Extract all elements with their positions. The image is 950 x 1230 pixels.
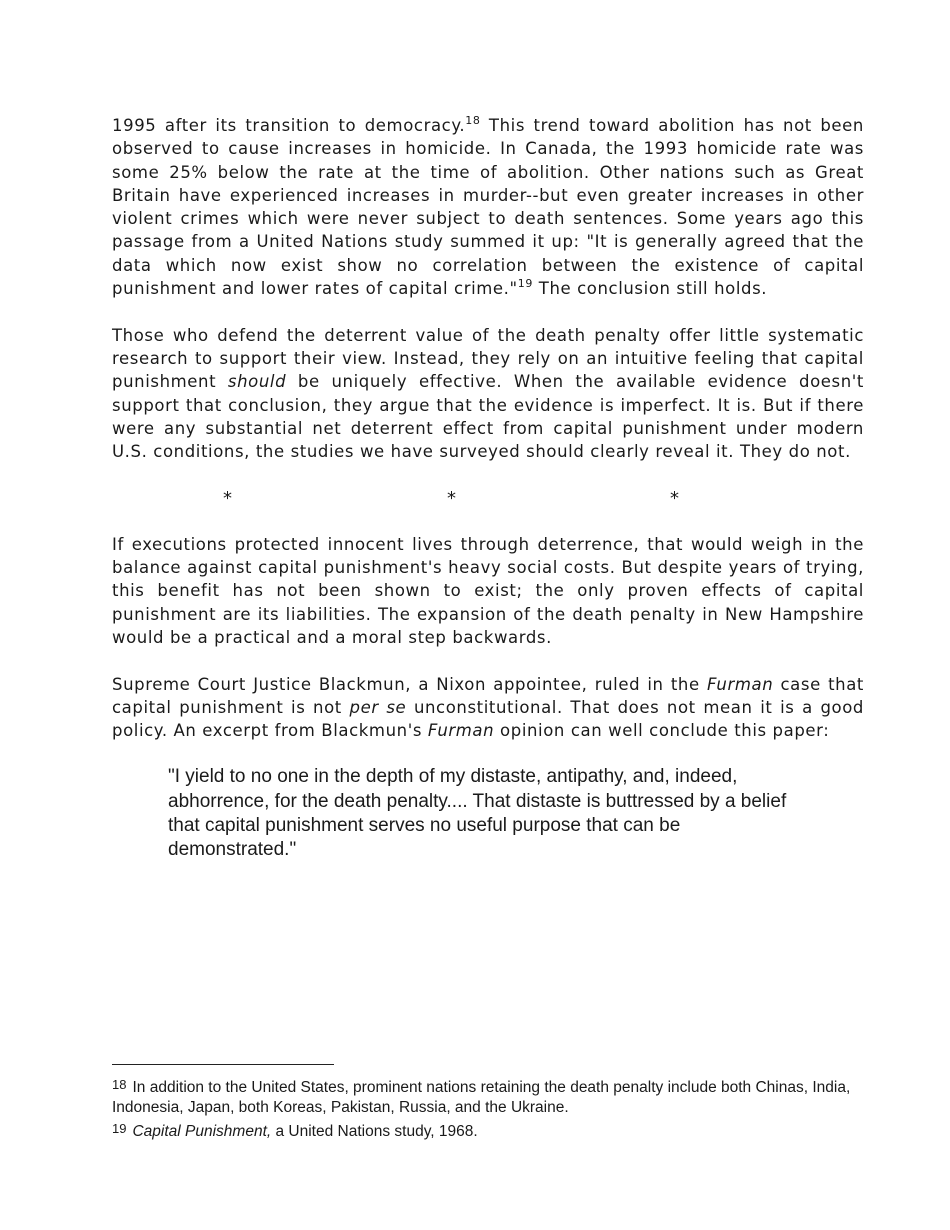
footnote-ref-19[interactable]: 19 [517,277,533,291]
emphasis-per-se: per se [349,697,407,717]
separator-star: * [447,488,456,510]
blackmun-quote: "I yield to no one in the depth of my distaste, antipathy, and, indeed, abhorrence, for the death penalty.... That distaste is buttressed by a belief that capital punishment serves no useful purpose that can be demonstrated." [168,766,787,861]
text-run: Supreme Court Justice Blackmun, a Nixon appointee, ruled in the [112,674,707,694]
footnote-ref-18[interactable]: 18 [465,114,481,127]
emphasis-furman: Furman [706,674,774,694]
document-page [112,114,864,863]
section-separator [112,486,864,509]
text-run: be uniquely effective. When the available evidence doesn't support that conclusion, they argue that the evidence is imperfect. It is. But if there were any substantial net deterrent effect from capital punishment under modern U.S. conditions, the studies we have surveyed should clearly reveal it. They do not. [112,372,864,462]
footnote-divider [112,1064,334,1065]
text-run: opinion can well conclude this paper: [494,721,830,741]
text-run: unconstitutional. That does not mean it is a good policy. An excerpt from Blackmun's [112,697,864,741]
separator-star: * [223,488,232,510]
paragraph-abolition-trend [112,114,864,300]
text-run: case that capital punishment is not [112,674,864,717]
text-run: The conclusion still holds. [532,279,768,299]
footnotes [112,1075,864,1142]
footnote-number: 18 [112,1077,127,1092]
emphasis-should: should [227,372,287,392]
footnote-number: 19 [112,1121,127,1136]
separator-star: * [670,488,679,510]
text-run: 1995 after its transition to democracy. [112,116,466,135]
paragraph-blackmun [112,673,864,743]
footnote-19 [112,1119,864,1142]
text-run: Those who defend the deterrent value of the death penalty offer little systematic research to support their view. Instead, they rely on an intuitive feeling that capital punishment [112,325,864,392]
paragraph-deterrence-conclusion: If executions protected innocent lives through deterrence, that would weigh in the balance against capital punishment's heavy social costs. But despite years of trying, this benefit has not been shown to exist; the only proven effects of capital punishment are its liabilities. The expansion of the death penalty in New Hampshire would be a practical and a moral step backwards. [112,534,864,647]
footnote-text: In addition to the United States, prominent nations retaining the death penalty include both Chinas, India, Indonesia, Japan, both Koreas, Pakistan, Russia, and the Ukraine. [112,1079,851,1116]
paragraph-deterrent-value [112,324,864,464]
footnote-text: a United Nations study, 1968. [271,1123,478,1140]
footnote-18 [112,1075,864,1117]
emphasis-furman: Furman [427,721,495,741]
footnote-title: Capital Punishment, [132,1123,272,1140]
text-run: This trend toward abolition has not been observed to cause increases in homicide. In Canada, the 1993 homicide rate was some 25% below the rate at the time of abolition. Other nations such as Great Britain have experienced increases in murder--but even greater increases in other violent crimes which were never subject to death sentences. Some years ago this passage from a United Nations study summed it up: "It is generally agreed that the data which now exist show no correlation between the existence of capital punishment and lower rates of capital crime." [112,116,864,299]
